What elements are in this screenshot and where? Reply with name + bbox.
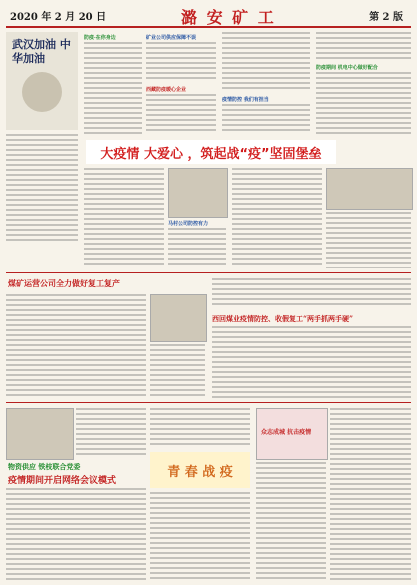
article-text (256, 462, 326, 580)
main-banner (86, 140, 336, 164)
article-text (316, 72, 411, 134)
article-text (6, 134, 78, 244)
article-text (146, 42, 216, 82)
art-block (6, 32, 78, 130)
art-caption: 武汉加油 中华加油 (12, 38, 71, 65)
article-headline: 马村公司防控有力 (168, 221, 209, 227)
banner-headline: 大疫情 大爱心 ，筑起战“疫”坚固堡垒 (100, 146, 322, 162)
paper-title: 潞 安 矿 工 (181, 8, 276, 27)
article-text (150, 344, 205, 398)
youth-banner-text: 青 春 战 疫 (167, 464, 233, 480)
page-number: 第 2 版 (369, 12, 403, 23)
article-headline: 防疫期间 机电中心做好配合 (316, 65, 378, 71)
illustration-caption: 众志成城 抗击疫情 (261, 429, 312, 436)
photo (168, 168, 228, 218)
section-headline: 煤矿运营公司全力做好复工复产 (8, 278, 120, 288)
article-headline: 防疫·在你身边 (84, 35, 116, 41)
article-headline: 疫情期间开启网络会议模式 (8, 476, 117, 486)
article-text (168, 228, 226, 268)
article-headline: 西藏防疫暖心企业 (146, 87, 187, 93)
article-text (76, 408, 146, 458)
article-text (6, 488, 146, 580)
photo (150, 294, 207, 342)
article-text (212, 278, 411, 308)
article-headline: 矿业公司供应保障不误 (146, 35, 197, 41)
article-text (150, 492, 250, 580)
section-headline: 西回煤业疫情防控、收假复工“两手抓两手硬” (212, 314, 354, 323)
article-text (84, 42, 142, 134)
article-kicker: 物资供应 铁枝联合党委 (8, 462, 81, 471)
article-text (150, 408, 250, 448)
article-headline: 疫情防控 我们有担当 (222, 97, 269, 103)
article-text (326, 212, 411, 268)
article-text (6, 294, 146, 398)
divider (6, 402, 411, 403)
photo (6, 408, 74, 460)
illustration-circle (22, 72, 62, 112)
article-text (232, 168, 322, 268)
article-text (146, 94, 216, 134)
illustration (256, 408, 328, 460)
masthead (6, 4, 411, 28)
article-text (222, 32, 310, 92)
article-text (330, 408, 411, 580)
youth-banner (150, 452, 250, 488)
article-text (316, 32, 411, 60)
issue-date: 2020 年 2 月 20 日 (10, 12, 107, 23)
article-text (212, 326, 411, 398)
photo (326, 168, 413, 210)
divider (6, 272, 411, 273)
article-text (84, 168, 164, 268)
article-text (222, 104, 310, 134)
